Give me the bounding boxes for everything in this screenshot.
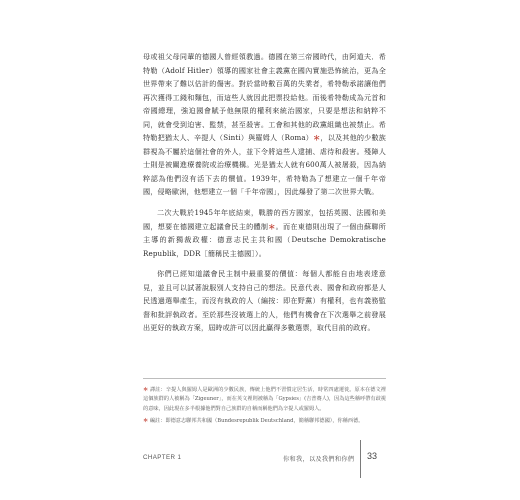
chapter-label: CHAPTER 1 bbox=[143, 454, 182, 461]
footnote-1 bbox=[143, 386, 386, 414]
footnote-divider bbox=[143, 378, 386, 379]
footer-divider bbox=[360, 440, 361, 478]
paragraph-text: ，以及其他的少數族群視為不屬於這個社會的外人，並下令將這些人逮捕、虐待和殺害。殘障人士則是被關進療養院或治療機構。光是猶太人就有600萬人被屠殺，因為納粹認為他們沒有活下去的價值。1939年，希特勒為了想建立一個千年帝國，侵略歐洲，他想建立一個「千年帝國」，因此爆發了第二次世界大戰。 bbox=[143, 133, 386, 197]
paragraph-democracy: 你們已經知道議會民主制中最重要的價值：每個人都能自由地表達意見，並且可以試著說服別人支持自己的想法。民意代表、國會和政府都是人民透過選舉產生，而沒有執政的人（編按：即在野黨）有權利，也有義務監督和批評執政者。至於那些沒被選上的人，他們有機會在下次選舉之前發展出更好的執政方案，屆時或許可以因此贏得多數選票，取代目前的政府。 bbox=[143, 269, 386, 333]
footnote-star: ＊ bbox=[143, 387, 149, 393]
footnote-text: 編註：即德意志聯邦共和國（Bundesrepublik Deutschland，簡稱聯邦德國），你稱西德。 bbox=[149, 417, 364, 424]
footnote-marker-1: ＊ bbox=[313, 133, 321, 143]
paragraph-text: 二次大戰於1945年年底結束，戰勝的西方國家，包括英國、法國和美國，想要在德國建立起議會民主的體制 bbox=[143, 208, 386, 231]
footnote-marker-2: ＊ bbox=[268, 221, 276, 231]
footnotes bbox=[143, 386, 386, 429]
footnote-star: ＊ bbox=[143, 417, 149, 424]
paragraph-postwar bbox=[143, 206, 386, 260]
paragraph-third-reich bbox=[143, 50, 386, 199]
body-text bbox=[143, 50, 386, 335]
footnote-text: 譯註：辛提人與羅姆人是歐洲的少數民族，傳統上他們不習慣定居生活，時常四處遷徙。原本在德文裡這個族群的人被稱為「Zigeuner」，而在英文裡則被稱為「Gypsies」(吉普賽人)，因為這些稱呼帶有歧視的意味，因此現在多半根據他們對自己族群的自稱而稱他們為辛提人或羅姆人。 bbox=[143, 387, 386, 412]
page-number: 33 bbox=[367, 451, 378, 461]
paragraph-text: 。而在東德則出現了一個由蘇聯所主導的新獨裁政權：德意志民主共和國（Deutsche Demokratische Republik，DDR［簡稱民主德國］）。 bbox=[143, 221, 386, 258]
paragraph-text: 母或祖父母同輩的德國人曾經領教過。德國在第三帝國時代，由阿道夫．希特勒（Adolf Hitler）領導的國家社會主義黨在國內實施恐怖統治，更為全世界帶來了難以估計的傷害。對於當時數百萬的失業者，希特勒承諾讓他們再次獲得工錢和麵包，而這些人就因此把票投給他。而後希特勒成為元首和帝國總理，強迫國會賦予他無限的權利來統治國家，只要是想法和納粹不同，就會受到迫害、監禁，甚至殺害。工會和其他的政黨組織也被禁止。希特勒把猶太人、辛提人（Sinti）與羅姆人（Roma） bbox=[143, 52, 386, 143]
running-title: 你和我，以及我們和你們 bbox=[283, 456, 355, 463]
footnote-2 bbox=[143, 417, 386, 426]
